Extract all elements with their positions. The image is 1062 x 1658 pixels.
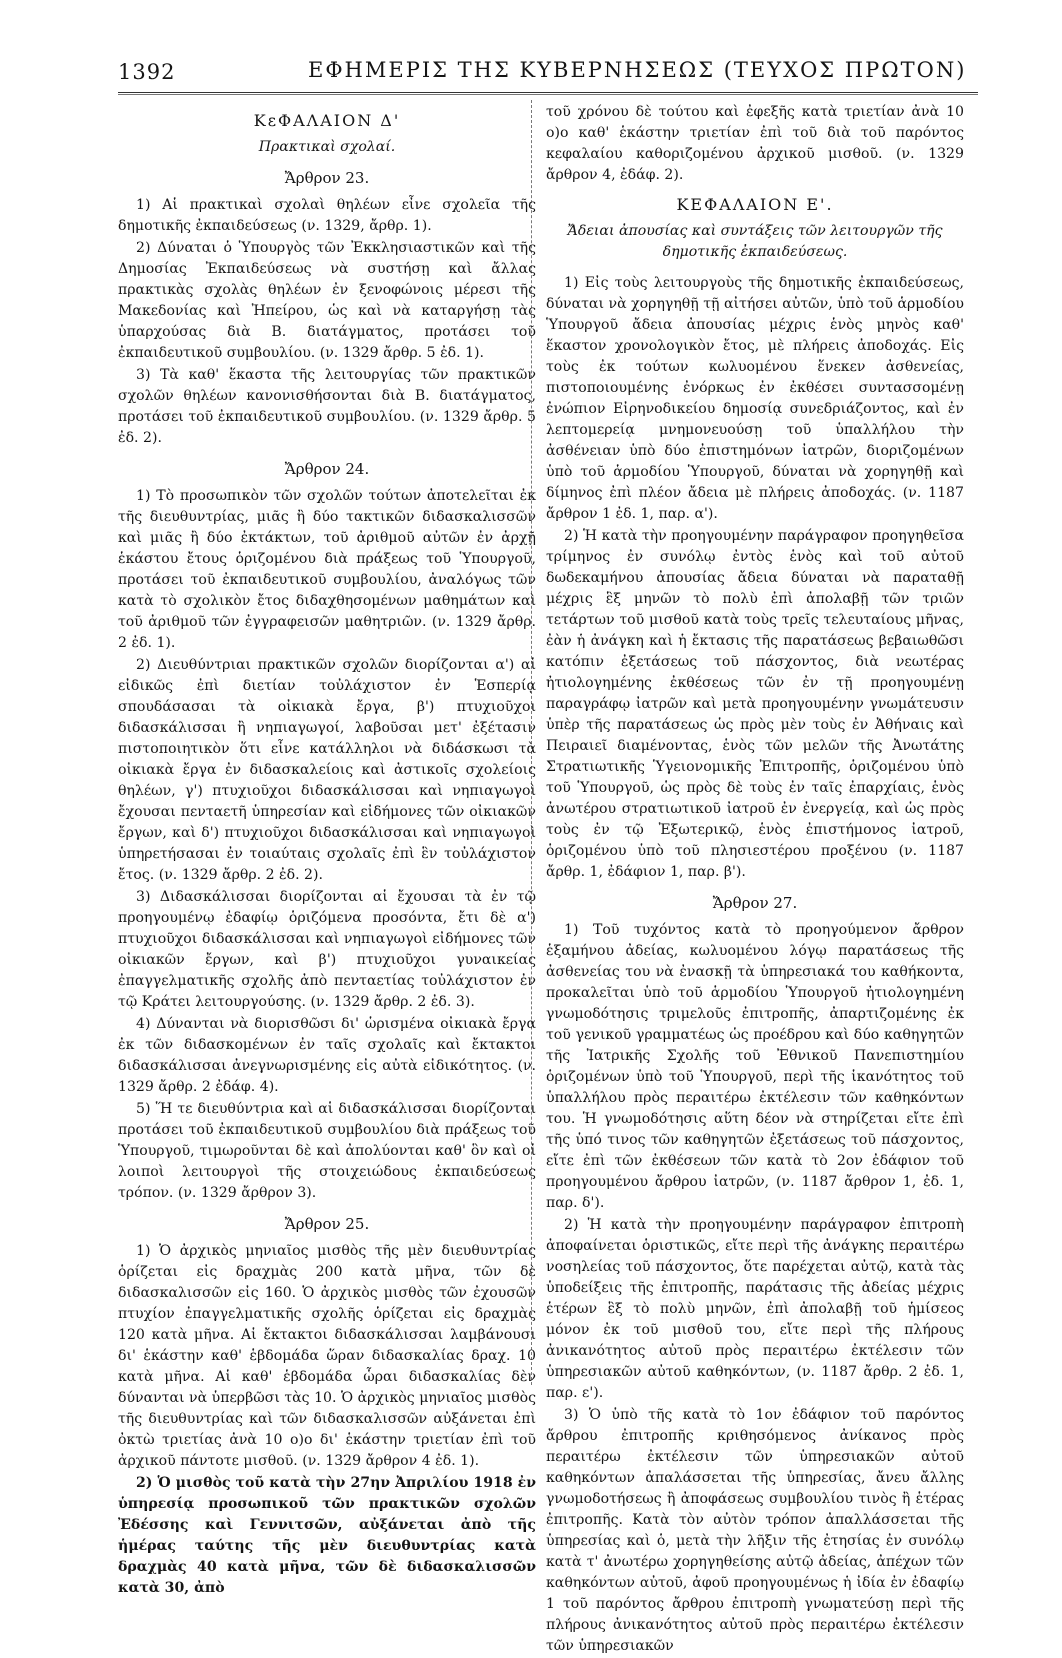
paragraph: 1) Ὁ ἀρχικὸς μηνιαῖος μισθὸς τῆς μὲν διευθυντρίας ὁρίζεται εἰς δραχμὰς 200 κατὰ μῆνα, τῶν δὲ διδασκαλισσῶν εἰς 160. Ὁ ἀρχικὸς μισθὸς τῶν ἐχουσῶν πτυχίον ἐπαγγελματικῆς σχολῆς ὁρίζεται εἰς δραχμὰς 120 κατὰ μῆνα. Αἱ ἔκτακτοι διδασκάλισσαι λαμβάνουσι δι' ἑκάστην καθ' ἑβδομάδα ὥραν διδασκαλίας δραχ. 10 κατὰ μῆνα. Αἱ καθ' ἑβδομάδα ὧραι διδασκαλίας δὲν δύνανται νὰ ὑπερβῶσι τὰς 10. Ὁ ἀρχικὸς μηνιαῖος μισθὸς τῆς διευθυντρίας καὶ τῶν διδασκαλισσῶν αὐξάνεται ἐπὶ ὀκτὼ τριετίας ἀνὰ 10 ο)ο δι' ἑκάστην τριετίαν ἐπὶ τοῦ ἀρχικοῦ πάντοτε μισθοῦ. (ν. 1329 ἄρθρον 4 ἐδ. 1). xyxy=(118,1243,536,1469)
chapter-heading: ΚεΦΑΛΑΙΟΝ Δ' xyxy=(253,111,401,130)
paragraph: 2) Ἡ κατὰ τὴν προηγουμένην παράγραφον ἐπιτροπὴ ἀποφαίνεται ὁριστικῶς, εἴτε περὶ τῆς ἀνάγκης περαιτέρω νοσηλείας τοῦ πάσχοντος, ὅτε παρέχεται αὐτῷ, κατὰ τὰς ὑποδείξεις τῆς ἐπιτροπῆς, παράτασις τῆς ἀδείας μέχρις ἑτέρων ἓξ τὸ πολὺ μηνῶν, ἐπὶ ἀπολαβῇ τοῦ ἡμίσεος μόνον ἐκ τοῦ μισθοῦ του, εἴτε περὶ τῆς πλήρους ἀνικανότητος αὐτοῦ πρὸς περαιτέρω ἐκτέλεσιν τῶν ὑπηρεσιακῶν αὐτοῦ καθηκόντων, (ν. 1187 ἄρθρ. 2 ἐδ. 1, παρ. ε'). xyxy=(546,1217,964,1401)
paragraph: 2) Διευθύντριαι πρακτικῶν σχολῶν διορίζονται α') αἱ εἰδικῶς ἐπὶ διετίαν τοὐλάχιστον ἐν Ἑσπερίᾳ σπουδάσασαι τὰ οἰκιακὰ ἔργα, β') πτυχιοῦχοι διδασκάλισσαι ἢ νηπιαγωγοί, λαβοῦσαι μετ' ἐξέτασιν πιστοποιητικὸν ὅτι εἶνε κατάλληλοι νὰ διδάσκωσι τὰ οἰκιακὰ ἔργα ἐν διδασκαλείοις καὶ ἀστικοῖς σχολείοις θηλέων, γ') πτυχιοῦχοι διδασκάλισσαι καὶ νηπιαγωγοὶ ἔχουσαι πενταετῆ ὑπηρεσίαν καὶ εἰδήμονες τῶν οἰκιακῶν ἔργων, καὶ δ') πτυχιοῦχοι διδασκάλισσαι καὶ νηπιαγωγοὶ ὑπηρετήσασαι ἐν τοιαύταις σχολαῖς ἐπὶ ἓν τοὐλάχιστον ἔτος. (ν. 1329 ἄρθρ. 2 ἐδ. 2). xyxy=(118,657,536,883)
left-column xyxy=(118,102,536,1600)
paragraph: 3) Διδασκάλισσαι διορίζονται αἱ ἔχουσαι τὰ ἐν τῷ προηγουμένῳ ἐδαφίῳ ὁριζόμενα προσόντα, ἔτι δὲ α') πτυχιοῦχοι διδασκάλισσαι καὶ νηπιαγωγοὶ εἰδήμονες τῶν οἰκιακῶν ἔργων, καὶ β') πτυχιοῦχοι γυναικείας ἐπαγγελματικῆς σχολῆς ἀπὸ πενταετίας τοὐλάχιστον ἐν τῷ Κράτει λειτουργούσης. (ν. 1329 ἄρθρ. 2 ἐδ. 3). xyxy=(118,889,536,1010)
paragraph: 1) Αἱ πρακτικαὶ σχολαὶ θηλέων εἶνε σχολεῖα τῆς δημοτικῆς ἐκπαιδεύσεως (ν. 1329, ἄρθρ. 1). xyxy=(118,197,536,234)
article-heading: Ἄρθρον 23. xyxy=(284,169,370,187)
paragraph: 4) Δύνανται νὰ διορισθῶσι δι' ὡρισμένα οἰκιακὰ ἔργα ἐκ τῶν διδασκομένων ἐν ταῖς σχολαῖς καὶ ἔκτακτοι διδασκάλισσαι ἀνεγνωρισμένης εἰς αὐτὰ εἰδικότητος. (ν. 1329 ἄρθρ. 2 ἐδάφ. 4). xyxy=(118,1016,536,1095)
paragraph: 3) Τὰ καθ' ἕκαστα τῆς λειτουργίας τῶν πρακτικῶν σχολῶν θηλέων κανονισθήσονται διὰ Β. διατάγματος, προτάσει τοῦ ἐκπαιδευτικοῦ συμβουλίου. (ν. 1329 ἄρθρ. 5 ἐδ. 2). xyxy=(118,367,536,446)
paragraph: 2) Δύναται ὁ Ὑπουργὸς τῶν Ἐκκλησιαστικῶν καὶ τῆς Δημοσίας Ἐκπαιδεύσεως νὰ συστήσῃ καὶ ἄλλας πρακτικὰς σχολὰς θηλέων ἐν ξενοφώνοις μέρεσι τῆς Μακεδονίας καὶ Ἠπείρου, ὡς καὶ νὰ καταργήσῃ τὰς ὑπαρχούσας διὰ Β. διατάγματος, προτάσει τοῦ ἐκπαιδευτικοῦ συμβουλίου. (ν. 1329 ἄρθρ. 5 ἐδ. 1). xyxy=(118,240,536,361)
article-heading: Ἄρθρον 24. xyxy=(284,460,370,478)
chapter-subtitle: Ἄδειαι ἀπουσίας καὶ συντάξεις τῶν λειτουργῶν τῆς δημοτικῆς ἐκπαιδεύσεως. xyxy=(567,223,943,260)
article-heading: Ἄρθρον 27. xyxy=(712,894,798,912)
paragraph: 1) Τὸ προσωπικὸν τῶν σχολῶν τούτων ἀποτελεῖται ἐκ τῆς διευθυντρίας, μιᾶς ἢ δύο τακτικῶν διδασκαλισσῶν καὶ μιᾶς ἢ δύο ἐκτάκτων, τοῦ ἀριθμοῦ αὐτῶν ἐν ἀρχῇ ἑκάστου ἔτους ὁριζομένου διὰ πράξεως τοῦ Ὑπουργοῦ, προτάσει τοῦ ἐκπαιδευτικοῦ συμβουλίου, ἀναλόγως τῶν κατὰ τὸ σχολικὸν ἔτος διδαχθησομένων μαθημάτων καὶ τοῦ ἀριθμοῦ τῶν ἐγγραφεισῶν μαθητριῶν. (ν. 1329 ἄρθρ. 2 ἐδ. 1). xyxy=(118,488,536,651)
paragraph: 2) Ἡ κατὰ τὴν προηγουμένην παράγραφον προηγηθεῖσα τρίμηνος ἐν συνόλῳ ἐντὸς ἑνὸς καὶ τοῦ αὐτοῦ δωδεκαμήνου ἀπουσίας ἄδεια δύναται νὰ παραταθῇ μέχρις ἓξ μηνῶν τὸ πολὺ ἐπὶ ἀπολαβῇ τῶν τριῶν τετάρτων τοῦ μισθοῦ κατὰ τοὺς τρεῖς τελευταίους μῆνας, ἐὰν ἡ ἀνάγκη καὶ ἡ ἔκτασις τῆς παρατάσεως βεβαιωθῶσι κατόπιν ἐξετάσεως τοῦ πάσχοντος, διὰ νεωτέρας ἠτιολογημένης ἐκθέσεως τῶν ἐν τῇ προηγουμένῃ παραγράφῳ ἰατρῶν καὶ μετὰ προηγουμένην γνωμάτευσιν ὑπὲρ τῆς παρατάσεως ὡς πρὸς μὲν τοὺς ἐν Ἀθήναις καὶ Πειραιεῖ διαμένοντας, ἑνὸς τῶν μελῶν τῆς Ἀνωτάτης Στρατιωτικῆς Ὑγειονομικῆς Ἐπιτροπῆς, ὁριζομένου ὑπὸ τοῦ Ὑπουργοῦ, ὡς πρὸς δὲ τοὺς ἐν ταῖς ἐπαρχίαις, ἑνὸς ἀνωτέρου στρατιωτικοῦ ἰατροῦ ἐν ἐνεργείᾳ, καὶ ὡς πρὸς τοὺς ἐν τῷ Ἐξωτερικῷ, ἑνὸς ἐπιστήμονος ἰατροῦ, ὁριζομένου ὑπὸ τοῦ πλησιεστέρου προξένου (ν. 1187 ἄρθρ. 1, ἐδάφιον 1, παρ. β'). xyxy=(546,528,964,880)
chapter-subtitle: Πρακτικαὶ σχολαί. xyxy=(258,139,396,155)
paragraph: 1) Εἰς τοὺς λειτουργοὺς τῆς δημοτικῆς ἐκπαιδεύσεως, δύναται νὰ χορηγηθῇ τῇ αἰτήσει αὐτῶν, ὑπὸ τοῦ ἁρμοδίου Ὑπουργοῦ ἄδεια ἀπουσίας μέχρις ἑνὸς μηνὸς καθ' ἕκαστον χρονολογικὸν ἔτος, μὲ πλήρεις ἀποδοχάς. Εἰς τοὺς ἐκ τούτων κωλυομένου ἕνεκεν ἀσθενείας, πιστοποιουμένης ἐνόρκως ἐν ἐκθέσει συντασσομένῃ ἐνώπιον Εἰρηνοδικείου δημοσίᾳ συνεδριάζοντος, καὶ ἐν λεπτομερείᾳ μνημονευούσῃ τοῦ ὑπαλλήλου τὴν ἀσθένειαν ὑπὸ δύο ἐπιστημόνων ἰατρῶν, διοριζομένων ὑπὸ τοῦ ἁρμοδίου Ὑπουργοῦ, δύναται νὰ χορηγηθῇ καὶ δίμηνος ἐπὶ πλέον ἄδεια μὲ πλήρεις ἀποδοχάς. (ν. 1187 ἄρθρον 1 ἐδ. 1, παρ. α'). xyxy=(546,275,964,522)
paragraph-continuation: τοῦ χρόνου δὲ τούτου καὶ ἐφεξῆς κατὰ τριετίαν ἀνὰ 10 ο)ο καθ' ἑκάστην τριετίαν ἐπὶ τοῦ διὰ τοῦ παρόντος κεφαλαίου καθοριζομένου ἀρχικοῦ μισθοῦ. (ν. 1329 ἄρθρον 4, ἐδάφ. 2). xyxy=(546,104,964,183)
chapter-heading: ΚΕΦΑΛΑΙΟΝ Ε'. xyxy=(676,195,834,214)
paragraph: 3) Ὁ ὑπὸ τῆς κατὰ τὸ 1ον ἐδάφιον τοῦ παρόντος ἄρθρου ἐπιτροπῆς κριθησόμενος ἀνίκανος πρὸς περαιτέρω ἐκτέλεσιν τῶν ὑπηρεσιακῶν αὐτοῦ καθηκόντων ἀπαλάσσεται τῆς ὑπηρεσίας, ἄνευ ἄλλης γνωμοδοτήσεως ἢ ἀποφάσεως συμβουλίου τινὸς ἢ ἑτέρας ἐπιτροπῆς. Κατὰ τὸν αὐτὸν τρόπον ἀπαλλάσσεται τῆς ὑπηρεσίας καὶ ὁ, μετὰ τὴν λῆξιν τῆς ἐτησίας ἐν συνόλῳ κατὰ τ' ἀνωτέρω χορηγηθείσης αὐτῷ ἀδείας, ἀπέχων τῶν καθηκόντων αὐτοῦ, ἀφοῦ προηγουμένως ἡ ἰδία ἐν ἐδαφίῳ 1 τοῦ παρόντος ἄρθρου ἐπιτροπὴ γνωματεύσῃ περὶ τῆς πλήρους ἀνικανότητος αὐτοῦ πρὸς περαιτέρω ἐκτέλεσιν τῶν ὑπηρεσιακῶν xyxy=(546,1407,964,1654)
header-rule xyxy=(118,92,978,95)
paragraph: 2) Ὁ μισθὸς τοῦ κατὰ τὴν 27ην Ἀπριλίου 1918 ἐν ὑπηρεσίᾳ προσωπικοῦ τῶν πρακτικῶν σχολῶν Ἐδέσσης καὶ Γεννιτσῶν, αὐξάνεται ἀπὸ τῆς ἡμέρας ταύτης τῆς μὲν διευθυντρίας κατὰ δραχμὰς 40 κατὰ μῆνα, τῶν δὲ διδασκαλισσῶν κατὰ 30, ἀπὸ xyxy=(118,1475,536,1596)
right-column xyxy=(546,102,964,1658)
paragraph: 1) Τοῦ τυχόντος κατὰ τὸ προηγούμενον ἄρθρον ἑξαμήνου ἀδείας, κωλυομένου λόγῳ παρατάσεως τῆς ἀσθενείας του νὰ ἐνασκῇ τὰ ὑπηρεσιακά του καθήκοντα, προκαλεῖται ὑπὸ τοῦ ἁρμοδίου Ὑπουργοῦ ἠτιολογημένη γνωμοδότησις τριμελοῦς ἐπιτροπῆς, ἀπαρτιζομένης ἐκ τοῦ γενικοῦ γραμματέως ὡς προέδρου καὶ δύο καθηγητῶν τῆς Ἰατρικῆς Σχολῆς τοῦ Ἐθνικοῦ Πανεπιστημίου ὁριζομένων ὑπὸ τοῦ Ὑπουργοῦ, περὶ τῆς ἱκανότητος τοῦ ὑπαλλήλου πρὸς περαιτέρω ἐκτέλεσιν τῶν καθηκόντων του. Ἡ γνωμοδότησις αὕτη δέον νὰ στηρίζεται εἴτε ἐπὶ τῆς ὑπό τινος τῶν καθηγητῶν ἐξετάσεως τοῦ πάσχοντος, εἴτε ἐπὶ τῶν ἐκθέσεων τῶν κατὰ τὸ 2ον ἐδάφιον τοῦ προηγουμένου ἄρθρου ἰατρῶν, (ν. 1187 ἄρθρον 1, ἐδ. 1, παρ. δ'). xyxy=(546,922,964,1211)
paragraph: 5) Ἥ τε διευθύντρια καὶ αἱ διδασκάλισσαι διορίζονται προτάσει τοῦ ἐκπαιδευτικοῦ συμβουλίου διὰ πράξεως τοῦ Ὑπουργοῦ, τιμωροῦνται δὲ καὶ ἀπολύονται καθ' ὃν καὶ οἱ λοιποὶ λειτουργοὶ τῆς στοιχειώδους ἐκπαιδεύσεως τρόπον. (ν. 1329 ἄρθρον 3). xyxy=(118,1101,536,1201)
page-header xyxy=(118,52,978,92)
article-heading: Ἄρθρον 25. xyxy=(284,1215,370,1233)
page-number: 1392 xyxy=(118,60,176,84)
running-title: ΕΦΗΜΕΡΙΣ ΤΗΣ ΚΥΒΕΡΝΗΣΕΩΣ (ΤΕΥΧΟΣ ΠΡΩΤΟΝ) xyxy=(308,58,967,82)
